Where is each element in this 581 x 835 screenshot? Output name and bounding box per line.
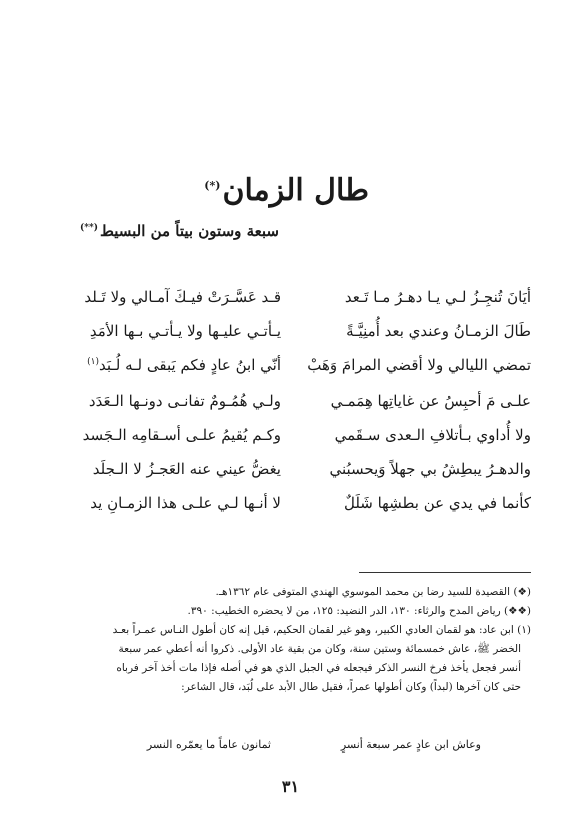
verse-row [0, 426, 581, 454]
poem-title [204, 173, 369, 208]
verse-row [0, 392, 581, 420]
verse-row [0, 356, 581, 384]
verse-second-hemistich: يغضُّ عيني عنه العَجـزُ لا الـجلَد [92, 460, 281, 478]
verse-first-hemistich: كأنما في يدي عن بطشِها شَلَلٌ [343, 494, 531, 512]
verse-first-hemistich: طَالَ الزمـانُ وعندي بعد أُمنِيَّـةً [346, 322, 531, 340]
footnote-3-line: (١) ابن عاد: هو لقمان العادي الكبير، وهو غير لقمان الحكيم، قيل إنه كان أطول النـاس عمـراً بعـد [112, 624, 531, 636]
verse-row [0, 322, 581, 350]
poem-subtitle-mark: (**) [80, 223, 98, 233]
footnote-3-line: حتى كان آخرها (لبداً) وكان أطولها عمراً، فقيل طال الأبد على لُبَد، قال الشاعر: [181, 681, 521, 693]
verse-row [0, 494, 581, 522]
poem-subtitle [80, 224, 279, 239]
footnote-3-line: أنسر فجعل يأخذ فرخ النسر الذكر فيجعله في الجبل الذي هو في أصله فإذا مات أخذ آخر فرباه [116, 662, 521, 674]
verse-first-hemistich: تمضي الليالي ولا أقضي المرامَ وَهَبْ [307, 356, 531, 374]
verse-second-hemistich: قـد عَسَّـرَتْ فيـكَ آمـالي ولا تَـلد [84, 288, 281, 306]
footnote-2: (❖❖) رياض المدح والرثاء: ١٣٠، الدر النضيد: ١٢٥، من لا يحضره الخطيب: ٣٩٠. [187, 605, 531, 617]
verse-second-text: أنّي ابنُ عادٍ فكم يَبقى لـه لُـبَد [98, 356, 281, 374]
poem-title-mark: (*) [204, 179, 221, 192]
footnote-3-line: الخضر ﷺ، عاش خمسمائة وستين سنة، وكان من بقية عاد الأولى. ذكروا أنه أعطي عمر سبعة [118, 643, 521, 655]
footnotes [41, 583, 531, 697]
verse-second-hemistich: لا أنـها لـي علـى هذا الزمـانِ يد [90, 494, 281, 512]
poem-subtitle-text: سبعة وستون بيتاً من البسيط [99, 222, 279, 240]
verse-first-hemistich: والدهـرُ يبطِشُ بي جهلاً وَيحسبُني [329, 460, 531, 478]
verse-row [0, 288, 581, 316]
footnote-verse-first: وعاش ابن عادٍ عمر سبعة أنسرٍ [340, 738, 481, 751]
verse-first-hemistich: ولا أُداوي بـأتلافِ الـعدى سـقَمي [334, 426, 531, 444]
verse-second-hemistich [87, 356, 281, 374]
verse-first-hemistich: أيَانَ تُنجِـزُ لـي يـا دهـرُ مـا تَـعد [344, 288, 531, 306]
verse-second-hemistich: وكـم يُقيمُ علـى أسـقامِه الـجَسد [82, 426, 281, 444]
verse-row [0, 460, 581, 488]
verse-second-hemistich: ولـي هُمُـومٌ تفانـى دونـها الـعَدَد [88, 392, 281, 410]
footnote-divider [359, 572, 531, 573]
footnote-verse-second: ثمانون عاماً ما يعمّره النسر [146, 738, 271, 751]
verse-second-hemistich: يـأتـي عليـها ولا يـأتـي بـها الأمَدِ [89, 322, 281, 340]
poem-title-text: طال الزمان [222, 173, 369, 208]
footnote-1: (❖) القصيدة للسيد رضا بن محمد الموسوي الهندي المتوفى عام ١٣٦٢هـ. [215, 586, 531, 598]
verse-first-hemistich: علـى مَ أحبِسُ عن غاياتِها هِمَمـي [330, 392, 531, 410]
footnote-ref-mark: (١) [87, 357, 99, 367]
page-number: ٣١ [281, 777, 300, 796]
